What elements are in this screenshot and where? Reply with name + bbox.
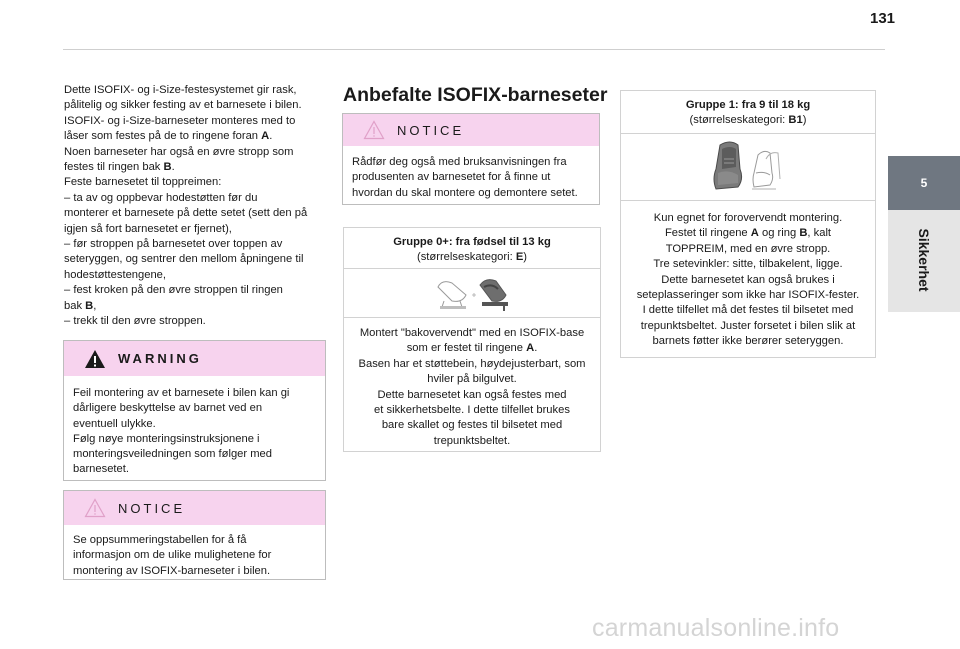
- seat-group-title: Gruppe 1: fra 9 til 18 kg: [685, 99, 811, 111]
- notice-line: montering av ISOFIX-barneseter i bilen.: [73, 564, 271, 577]
- notice-line: hvordan du skal montere og demontere setet.: [352, 186, 578, 199]
- seat-group-title: Gruppe 0+: fra fødsel til 13 kg: [393, 236, 551, 248]
- seat-group-header: [621, 91, 875, 133]
- intro-line: ISOFIX- og i-Size-barneseter monteres med to: [64, 114, 296, 127]
- warning-header: [64, 341, 325, 376]
- ring-label: B: [799, 227, 808, 240]
- warning-icon: [84, 349, 106, 369]
- intro-line: hodestøttestengene,: [64, 268, 167, 281]
- chapter-label-wrap: [910, 216, 938, 308]
- intro-line: – fest kroken på den øvre stroppen til ringen: [64, 284, 283, 297]
- warning-line: dårligere beskyttelse av barnet ved en: [73, 402, 263, 415]
- notice-line: Rådfør deg også med bruksanvisningen fra: [352, 156, 567, 168]
- intro-line: – før stroppen på barnesetet over toppen av: [64, 238, 283, 251]
- infant-carrier-isofix-icon: [432, 273, 512, 313]
- ring-label: B: [163, 161, 172, 174]
- warning-line: eventuell ulykke.: [73, 417, 156, 430]
- seat-size-category: (størrelseskategori: B1): [689, 114, 807, 126]
- seat-group-0-card: [343, 227, 601, 452]
- intro-line: – ta av og oppbevar hodestøtten før du: [64, 191, 258, 204]
- intro-text: [64, 83, 334, 330]
- seat-size-category: (størrelseskategori: E): [416, 251, 528, 263]
- chapter-label: Sikkerhet: [916, 228, 932, 292]
- warning-title: WARNING: [118, 351, 202, 366]
- seat-group-header: [344, 228, 600, 268]
- notice-header: [64, 491, 325, 525]
- notice-line: produsenten av barnesetet for å finne ut: [352, 171, 551, 184]
- chapter-tab[interactable]: [888, 156, 960, 312]
- notice-title: NOTICE: [397, 122, 465, 138]
- ring-label: A: [526, 342, 535, 355]
- seat-image: [621, 133, 875, 201]
- intro-line: låser som festes på de to ringene foran A.: [64, 130, 273, 143]
- intro-line: – trekk til den øvre stroppen.: [64, 315, 206, 328]
- notice-line: Se oppsummeringstabellen for å få: [73, 534, 247, 546]
- warning-line: Følg nøye monteringsinstruksjonene i: [73, 432, 260, 445]
- seat-image: [344, 268, 600, 318]
- notice-body: [64, 525, 325, 589]
- intro-line: igjen så fort barnesetet er fjernet),: [64, 222, 232, 235]
- ring-label: B: [85, 299, 94, 312]
- warning-line: Feil montering av et barnesete i bilen kan gi: [73, 387, 290, 399]
- intro-line: Noen barneseter har også en øvre stropp som: [64, 145, 294, 158]
- intro-line: festes til ringen bak B.: [64, 161, 175, 174]
- watermark: carmanualsonline.info: [592, 614, 840, 642]
- seat-group-description: Kun egnet for forovervendt montering. Festet til ringene A og ring B, kalt TOPPREIM, med en øvre stropp. Tre setevinkler: sitte, tilbakelent, ligge. Dette barnesetet kan også brukes i seteplasseringer som ikke har ISOFIX-fester. I dette tilfellet må det festes til bilsetet med trepunktsbeltet. Juster forsetet i bilen slik at barnets føtter ikke berører seteryggen.: [636, 212, 860, 348]
- forward-facing-seat-icon: [708, 139, 788, 195]
- warning-box: [63, 340, 326, 481]
- notice-box: [342, 113, 600, 205]
- ring-label: A: [750, 227, 759, 240]
- intro-line: seteryggen, og sentrer den mellom åpningene til: [64, 253, 304, 266]
- chapter-number: 5: [888, 156, 960, 210]
- notice-box: [63, 490, 326, 580]
- caution-icon: [363, 120, 385, 140]
- intro-line: monterer et barnesete på dette setet (sett den på: [64, 207, 308, 220]
- header-divider: [63, 49, 885, 50]
- intro-line: bak B,: [64, 299, 97, 312]
- notice-title: NOTICE: [118, 500, 186, 516]
- intro-line: pålitelig og sikker festing av et barnesete i bilen.: [64, 99, 302, 112]
- intro-line: Dette ISOFIX- og i-Size-festesystemet gir rask,: [64, 84, 297, 96]
- warning-body: [64, 376, 325, 488]
- seat-group-1-card: [620, 90, 876, 358]
- ring-label: A: [261, 130, 270, 143]
- warning-line: barnesetet.: [73, 463, 129, 476]
- caution-icon: [84, 498, 106, 518]
- intro-line: Feste barnesetet til toppreimen:: [64, 176, 222, 189]
- notice-line: informasjon om de ulike mulighetene for: [73, 549, 272, 562]
- seat-group-description: Montert "bakovervendt" med en ISOFIX-base som er festet til ringene A. Basen har et støttebein, høydejusterbart, som hviler på bilgulvet. Dette barnesetet kan også festes med et sikkerhetsbelte. I dette tilfellet brukes bare skallet og festes til bilsetet med trepunktsbeltet.: [358, 327, 586, 447]
- section-title: Anbefalte ISOFIX-barneseter: [343, 84, 608, 106]
- page-number: 131: [870, 10, 896, 27]
- notice-header: [343, 114, 599, 146]
- warning-line: monteringsveiledningen som følger med: [73, 448, 272, 461]
- notice-body: [343, 146, 599, 211]
